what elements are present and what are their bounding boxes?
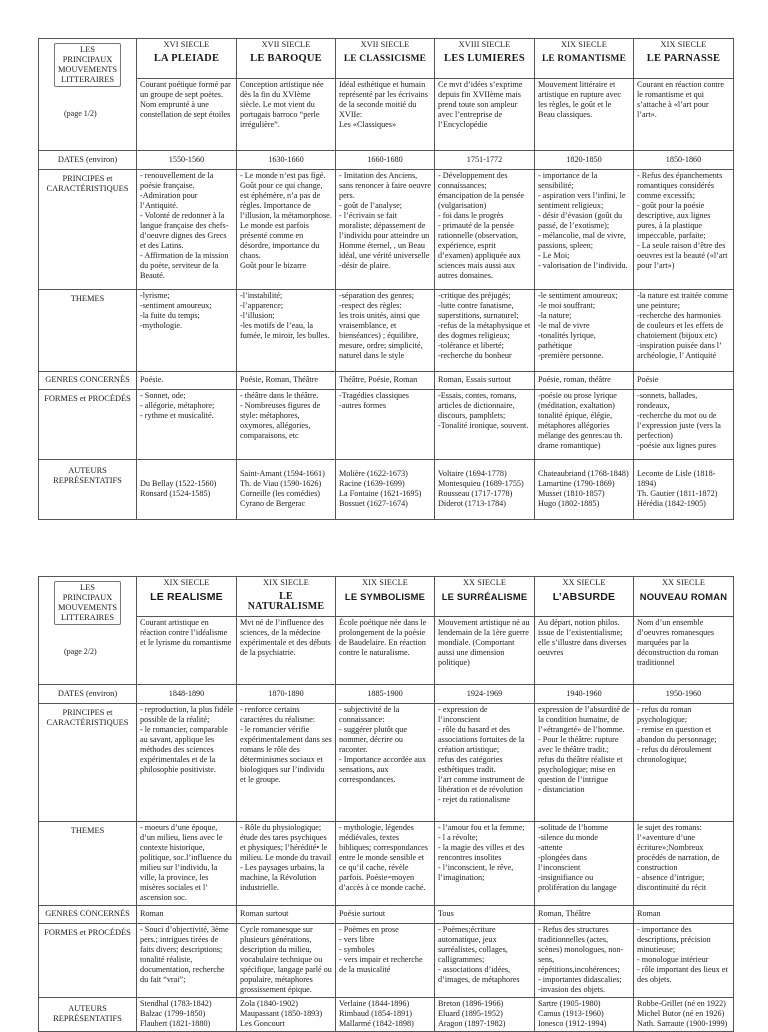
definition-cell: Mvt né de l’influence des sciences, de la médecine expérimentale et des débuts de la psychiatrie. [237, 617, 336, 685]
principes-cell: - subjectivité de la connaissance: - suggérer plutôt que nommer, décrire ou raconter. - Importance accordée aux sensations, aux correspondances. [336, 704, 435, 822]
themes-cell: - Rôle du physiologique; étude des tares psychiques et physiques; l’hérédité• le milieu. Le monde du travail - Les paysages urbains, la machine, la Révolution industrielle. [237, 822, 336, 906]
formes-cell: -sonnets, ballades, rondeaux, -recherche du mot ou de l’expression juste (vers la perfection) -poésie aux lignes pures [634, 390, 734, 460]
definition-cell: Ce mvt d’idées s’exprime depuis fin XVIIème mais prend toute son ampleur avec l’entreprise de l’Encyclopédie [435, 79, 535, 151]
principes-cell: - importance de la sensibilité; - aspiration vers l’infini, le sentiment religieux; - désir d’évasion (goût du passé, de l’exotisme); - mélancolie, mal de vivre, passions, spleen; - Le Moi; - valorisation de l’individu. [535, 170, 634, 290]
themes-cell: - moeurs d’une époque, d’un milieu, liens avec le contexte historique, politique, soc.l’influence du milieu sur l’individu, la ville, la province, les misères sociales et l’ ascension soc. [137, 822, 237, 906]
definition-cell: Courant artistique en réaction contre l’idéalisme et le lyrisme du romantisme [137, 617, 237, 685]
column-header [634, 577, 734, 617]
principes-cell: - Refus des épanchements romantiques considérés comme excessifs; - goût pour la poésie descriptive, aux lignes pures, à la plastique impeccable, parfaite; - La seule raison d’être des oeuvres est la beauté («l’art pour l’art») [634, 170, 734, 290]
movement-name: LE PARNASSE [646, 53, 721, 64]
movement-name: LES LUMIERES [444, 53, 525, 64]
column-header [435, 577, 535, 617]
auteurs-cell: Molière (1622-1673) Racine (1639-1699) La Fontaine (1621-1695) Bossuet (1627-1674) [336, 460, 435, 520]
principes-cell: - refus du roman psychologique; - remise en question et abandon du personnage; - refus du déroulement chronologique; [634, 704, 734, 822]
literary-movements-table-page-1 [38, 38, 733, 520]
definition-cell: Conception artistique née dès la fin du XVIème siècle. Le mot vient du portugais barroco “perle irrégulière”. [237, 79, 336, 151]
row-label-genres: GENRES CONCERNÉS [39, 906, 137, 924]
formes-cell: - Poèmes;écriture automatique, jeux surréalistes, collages, calligrammes; - associations d’idées, d’images, de métaphores [435, 924, 535, 998]
century-label: XIX SIECLE [362, 578, 408, 587]
century-label: XVI SIECLE [163, 40, 210, 49]
auteurs-cell: Verlaine (1844-1896) Rimbaud (1854-1891) Mallarmé (1842-1898) [336, 998, 435, 1032]
dates-cell: 1550-1560 [137, 151, 237, 170]
auteurs-cell: Robbe-Grillet (né en 1922) Michel Butor (né en 1926) Nath. Sarraute (1900-1999) [634, 998, 734, 1032]
movement-name: LE NATURALISME [247, 591, 325, 612]
page-number: (page 2/2) [64, 647, 97, 656]
themes-cell: -lyrisme; -sentiment amoureux; -la fuite du temps; -mythologie. [137, 290, 237, 372]
row-label-dates: DATES (environ) [39, 685, 137, 704]
themes-cell: -l’instabilité; -l’apparence; -l’illusion; -les motifs de l’eau, la fumée, le miroir, les bulles. [237, 290, 336, 372]
formes-cell: - Souci d’objectivité, 3ème pers.; intrigues tirées de faits divers; descriptions; tonalité réaliste, documentation, recherche du fait “vrai”; [137, 924, 237, 998]
column-header [535, 39, 634, 79]
column-header [237, 39, 336, 79]
principes-cell: - renforce certains caractères du réalisme: - le romancier vérifie expérimentalement dans ses romans le rôle des déterminismes sociaux et biologiques sur l’individu et le groupe. [237, 704, 336, 822]
column-header [137, 577, 237, 617]
column-header [137, 39, 237, 79]
page-number: (page 1/2) [64, 109, 97, 118]
dates-cell: 1630-1660 [237, 151, 336, 170]
dates-cell: 1885-1900 [336, 685, 435, 704]
principes-cell: - renouvellement de la poésie française. -Admiration pour l’Antiquité. - Volonté de redonner à la langue française des chefs-d’oeuvre dignes des Grecs et des Latins. - Affirmation de la mission du poète, serviteur de la Beauté. [137, 170, 237, 290]
movements-table [38, 38, 734, 520]
auteurs-cell: Saint-Amant (1594-1661) Th. de Viau (1590-1626) Corneille (les comédies) Cyrano de Bergerac [237, 460, 336, 520]
formes-cell: - Refus des structures traditionnelles (actes, scènes) monologues, non-sens, répétitions,incohérences; - importantes didascalies; -invasion des objets. [535, 924, 634, 998]
century-label: XVII SIECLE [261, 40, 311, 49]
genres-cell: Roman, Théâtre [535, 906, 634, 924]
movement-name: LE SYMBOLISME [344, 591, 426, 602]
definition-cell: Mouvement artistique né au lendemain de la 1ère guerre mondiale. (Comportant aussi une dimension politique) [435, 617, 535, 685]
definition-cell: Courant poétique formé par un groupe de sept poètes. Nom emprunté à une constellation de sept étoiles [137, 79, 237, 151]
movement-name: L’ABSURDE [552, 591, 616, 603]
definition-cell: Au départ, notion philos. issue de l’existentialisme; elle s’illustre dans diverses oeuvres [535, 617, 634, 685]
dates-cell: 1820-1850 [535, 151, 634, 170]
themes-cell: - mythologie, légendes médiévales, textes bibliques; correspondances entre le monde sensible et ce qu’il cache, révèle parfois. Poésie=moyen d’accès à ce monde caché. [336, 822, 435, 906]
row-label-dates: DATES (environ) [39, 151, 137, 170]
column-header [435, 39, 535, 79]
themes-cell: -séparation des genres; -respect des règles: les trois unités, ainsi que vraisemblance, et bienséances) ; équilibre, mesure, ordre; simplicité, naturel dans le style [336, 290, 435, 372]
definition-cell: Idéal esthétique et humain représenté par les écrivains de la seconde moitié du XVIIe: Les «Classiques» [336, 79, 435, 151]
movements-table [38, 576, 734, 1032]
genres-cell: Roman surtout [237, 906, 336, 924]
table-title-cell [39, 577, 137, 685]
principes-cell: - Le monde n’est pas figé. Goût pour ce qui change, est éphémère, n’a pas de règles. Importance de l’illusion, la métamorphose. Le monde est parfois présenté comme en désordre, importance du chaos. Goût pour le bizarre [237, 170, 336, 290]
movement-name: LE BAROQUE [250, 53, 322, 64]
principes-cell: - Développement des connaissances; émancipation de la pensée (vulgarisation) - foi dans le progrès - primauté de la pensée rationnelle (observation, expérience, esprit d’examen) appliquée aux sciences mais aussi aux autres domaines. [435, 170, 535, 290]
column-header [535, 577, 634, 617]
themes-cell: -la nature est traitée comme une peinture; -recherche des harmonies de couleurs et les effets de chatoiement (bijoux etc) -inspiration puisée dans l’ archéologie, l’ Antiquité [634, 290, 734, 372]
column-header [336, 39, 435, 79]
themes-cell: -critique des préjugés; -lutte contre fanatisme, superstitions, surnaturel; -refus de la métaphysique et des dogmes religieux; -tolérance et liberté; -recherche du bonheur [435, 290, 535, 372]
century-label: XX SIECLE [562, 578, 606, 587]
formes-cell: -poésie ou prose lyrique (méditation, exaltation) tonalité épique, élégie, métaphores allégories mélange des genres:au th. drame romantique) [535, 390, 634, 460]
definition-cell: Nom d’un ensemble d’oeuvres romanesques marquées par la déconstruction du roman traditionnel [634, 617, 734, 685]
formes-cell: Cycle romanesque sur plusieurs générations, description du milieu, vocabulaire technique ou spécifique, langage parlé ou populaire, métaphores grossissement épique. [237, 924, 336, 998]
auteurs-cell: Sartre (1905-1980) Camus (1913-1960) Ionesco (1912-1994) [535, 998, 634, 1032]
themes-cell: -solitude de l’homme -silence du monde -attente -plongées dans l’inconscient -insignifiance ou prolifération du langage [535, 822, 634, 906]
auteurs-cell: Voltaire (1694-1778) Montesquieu (1689-1755) Rousseau (1717-1778) Diderot (1713-1784) [435, 460, 535, 520]
definition-cell: École poétique née dans le prolongement de la poésie de Baudelaire. En réaction contre le naturalisme. [336, 617, 435, 685]
column-header [634, 39, 734, 79]
formes-cell: -Essais, contes, romans, articles de dictionnaire, discours, pamphlets; -Tonalité ironique, souvent. [435, 390, 535, 460]
century-label: XX SIECLE [462, 578, 507, 587]
table-title: LES PRINCIPAUX MOUVEMENTS LITTERAIRES [54, 43, 121, 87]
principes-cell: - expression de l’inconscient - rôle du hasard et des associations fortuites de la création artistique; refus des catégories esthétiques tradit. l’art comme instrument de libération et de révolution - rejet du rationalisme [435, 704, 535, 822]
genres-cell: Poésie, roman, théâtre [535, 372, 634, 390]
movement-name: LE CLASSICISME [343, 54, 427, 64]
formes-cell: -Tragédies classiques -autres formes [336, 390, 435, 460]
dates-cell: 1950-1960 [634, 685, 734, 704]
movement-name: NOUVEAU ROMAN [639, 591, 728, 602]
auteurs-cell: Chateaubriand (1768-1848) Lamartine (1790-1869) Musset (1810-1857) Hugo (1802-1885) [535, 460, 634, 520]
century-label: XVII SIECLE [360, 40, 410, 49]
row-label-themes: THEMES [39, 290, 137, 372]
auteurs-cell: Leconte de Lisle (1818-1894) Th. Gautier (1811-1872) Hérédia (1842-1905) [634, 460, 734, 520]
movement-name: LE ROMANTISME [541, 54, 627, 64]
column-header [336, 577, 435, 617]
dates-cell: 1848-1890 [137, 685, 237, 704]
row-label-auteurs: AUTEURS REPRÉSENTATIFS [39, 998, 137, 1032]
table-title-cell [39, 39, 137, 151]
auteurs-cell: Stendhal (1783-1842) Balzac (1799-1850) Flaubert (1821-1880) [137, 998, 237, 1032]
century-label: XVIII SIECLE [458, 40, 511, 49]
dates-cell: 1751-1772 [435, 151, 535, 170]
century-label: XIX SIECLE [561, 40, 607, 49]
themes-cell: le sujet des romans: l’«aventure d’une écriture»;Nombreux procédés de narration, de construction - absence d’intrigue; discontinuité du récit [634, 822, 734, 906]
dates-cell: 1940-1960 [535, 685, 634, 704]
auteurs-cell: Zola (1840-1902) Maupassant (1850-1893) Les Goncourt [237, 998, 336, 1032]
literary-movements-table-page-2 [38, 576, 733, 1032]
definition-cell: Courant en réaction contre le romantisme et qui s’attache à «l’art pour l’art». [634, 79, 734, 151]
genres-cell: Poésie surtout [336, 906, 435, 924]
table-title: LES PRINCIPAUX MOUVEMENTS LITTERAIRES [54, 581, 121, 625]
auteurs-cell: Du Bellay (1522-1560) Ronsard (1524-1585) [137, 460, 237, 520]
century-label: XX SIECLE [661, 578, 706, 587]
row-label-genres: GENRES CONCERNÉS [39, 372, 137, 390]
movement-name: LE SURRÉALISME [441, 591, 528, 602]
genres-cell: Roman [634, 906, 734, 924]
dates-cell: 1870-1890 [237, 685, 336, 704]
century-label: XIX SIECLE [660, 40, 707, 49]
genres-cell: Poésie, Roman, Théâtre [237, 372, 336, 390]
column-header [237, 577, 336, 617]
formes-cell: - Sonnet, ode; - allégorie, métaphore; - rythme et musicalité. [137, 390, 237, 460]
themes-cell: - l’amour fou et la femme; - l a révolte; - la magie des villes et des rencontres insolites - l’inconscient, le rêve, l’imagination; [435, 822, 535, 906]
movement-name: LE REALISME [150, 591, 223, 603]
row-label-themes: THEMES [39, 822, 137, 906]
row-label-formes: FORMES et PROCÉDÉS [39, 390, 137, 460]
century-label: XIX SIECLE [263, 578, 309, 587]
movement-name: LA PLEIADE [153, 53, 220, 64]
row-label-auteurs: AUTEURS REPRÉSENTATIFS [39, 460, 137, 520]
row-label-principes: PRINCIPES et CARACTÉRISTIQUES [39, 704, 137, 822]
dates-cell: 1924-1969 [435, 685, 535, 704]
row-label-principes: PRINCIPES et CARACTÉRISTIQUES [39, 170, 137, 290]
century-label: XIX SIECLE [163, 578, 210, 587]
themes-cell: -le sentiment amoureux; -le moi souffrant; -la nature; -le mal de vivre -tonalités lyrique, pathétique -première personne. [535, 290, 634, 372]
row-label-formes: FORMES et PROCÉDÉS [39, 924, 137, 998]
formes-cell: - importance des descriptions, précision minutieuse; - monologue intérieur - rôle important des lieux et des objets. [634, 924, 734, 998]
principes-cell: - reproduction, la plus fidèle possible de la réalité; - le romancier, comparable au savant, applique les méthodes des sciences expérimentales et de la philosophie positiviste. [137, 704, 237, 822]
genres-cell: Roman, Essais surtout [435, 372, 535, 390]
dates-cell: 1660-1680 [336, 151, 435, 170]
principes-cell: - Imitation des Anciens, sans renoncer à faire oeuvre pers. - goût de l’analyse; - l’écrivain se fait moraliste; dépassement de l’individu pour atteindre un Homme éternel, , un Beau idéal, une vérité universelle -désir de plaire. [336, 170, 435, 290]
dates-cell: 1850-1860 [634, 151, 734, 170]
genres-cell: Roman [137, 906, 237, 924]
formes-cell: - théâtre dans le théâtre. - Nombreuses figures de style: métaphores, oxymores, allégories, comparaisons, etc [237, 390, 336, 460]
genres-cell: Tous [435, 906, 535, 924]
formes-cell: - Poèmes en prose - vers libre - symboles - vers impair et recherche de la musicalité [336, 924, 435, 998]
auteurs-cell: Breton (1896-1966) Eluard (1895-1952) Aragon (1897-1982) [435, 998, 535, 1032]
definition-cell: Mouvement littéraire et artistique en rupture avec les règles, le goût et le Beau classiques. [535, 79, 634, 151]
genres-cell: Poésie [634, 372, 734, 390]
genres-cell: Théâtre, Poésie, Roman [336, 372, 435, 390]
principes-cell: expression de l’absurdité de la condition humaine, de l’«étrangeté» de l’homme. - Pour le théâtre: rupture avec le théâtre tradit.; refus du théâtre réaliste et psychologique; mise en question de l’intrigue - distanciation [535, 704, 634, 822]
genres-cell: Poésie. [137, 372, 237, 390]
